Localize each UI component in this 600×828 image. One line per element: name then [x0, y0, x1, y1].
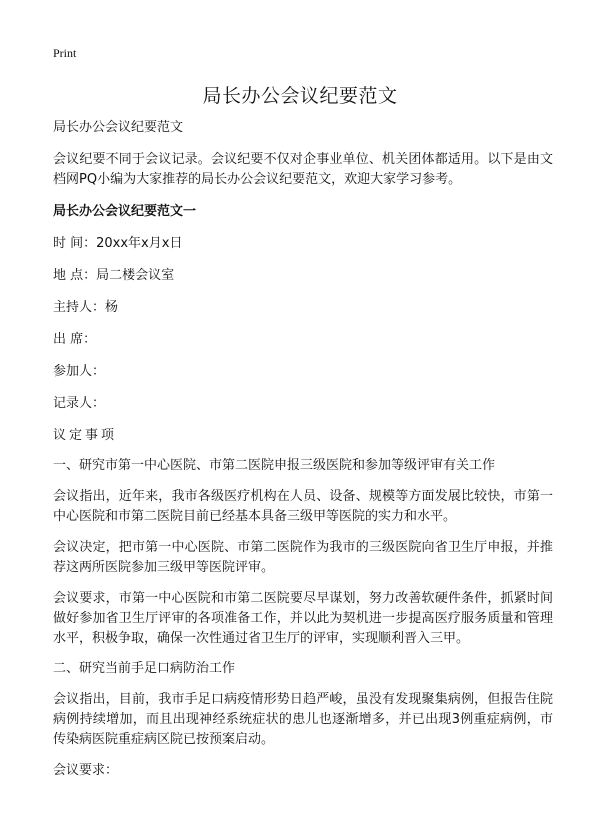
- item2-paragraph-1: 会议指出，目前，我市手足口病疫情形势日趋严峻，虽没有发现聚集病例，但报告住院病例持续增加，而且出现神经系统症状的患儿也逐渐增多，并已出现3例重症病例，市传染病医院重症病区院已按预案启动。: [53, 692, 553, 747]
- item1-paragraph-3: 会议要求，市第一中心医院和市第二医院要尽早谋划，努力改善软硬件条件，抓紧时间做好参加省卫生厅评审的各项准备工作，并以此为契机进一步提高医疗服务质量和管理水平，积极争取，确保一次性通过省卫生厅的评审，实现顺利晋入三甲。: [53, 591, 553, 646]
- field-participants: 参加人：: [53, 364, 106, 379]
- agenda-label: 议定事项: [53, 428, 118, 443]
- item2-paragraph-2: 会议要求：: [53, 763, 119, 778]
- field-recorder: 记录人：: [53, 396, 106, 411]
- field-present: 出 席：: [53, 332, 97, 347]
- field-time: 时 间：20xx年x月x日: [53, 236, 183, 251]
- page-title: 局长办公会议纪要范文: [202, 85, 398, 107]
- intro-paragraph: 会议纪要不同于会议记录。会议纪要不仅对企事业单位、机关团体都适用。以下是由文档网PQ小编为大家推荐的局长办公会议纪要范文，欢迎大家学习参考。: [53, 152, 553, 187]
- field-host: 主持人：杨: [53, 300, 119, 315]
- item2-heading: 二、研究当前手足口病防治工作: [53, 661, 236, 676]
- document-body: [53, 118, 553, 781]
- item1-paragraph-2: 会议决定，把市第一中心医院、市第二医院作为我市的三级医院向省卫生厅申报，并推荐这两所医院参加三级甲等医院评审。: [53, 540, 553, 575]
- section-heading: 局长办公会议纪要范文一: [53, 204, 197, 219]
- field-place: 地 点：局二楼会议室: [53, 268, 175, 283]
- document-subtitle: 局长办公会议纪要范文: [53, 120, 184, 135]
- item1-heading: 一、研究市第一中心医院、市第二医院申报三级医院和参加等级评审有关工作: [53, 458, 496, 473]
- item1-paragraph-1: 会议指出，近年来，我市各级医疗机构在人员、设备、规模等方面发展比较快，市第一中心医院和市第二医院目前已经基本具备三级甲等医院的实力和水平。: [53, 489, 553, 524]
- print-link[interactable]: Print: [53, 46, 77, 60]
